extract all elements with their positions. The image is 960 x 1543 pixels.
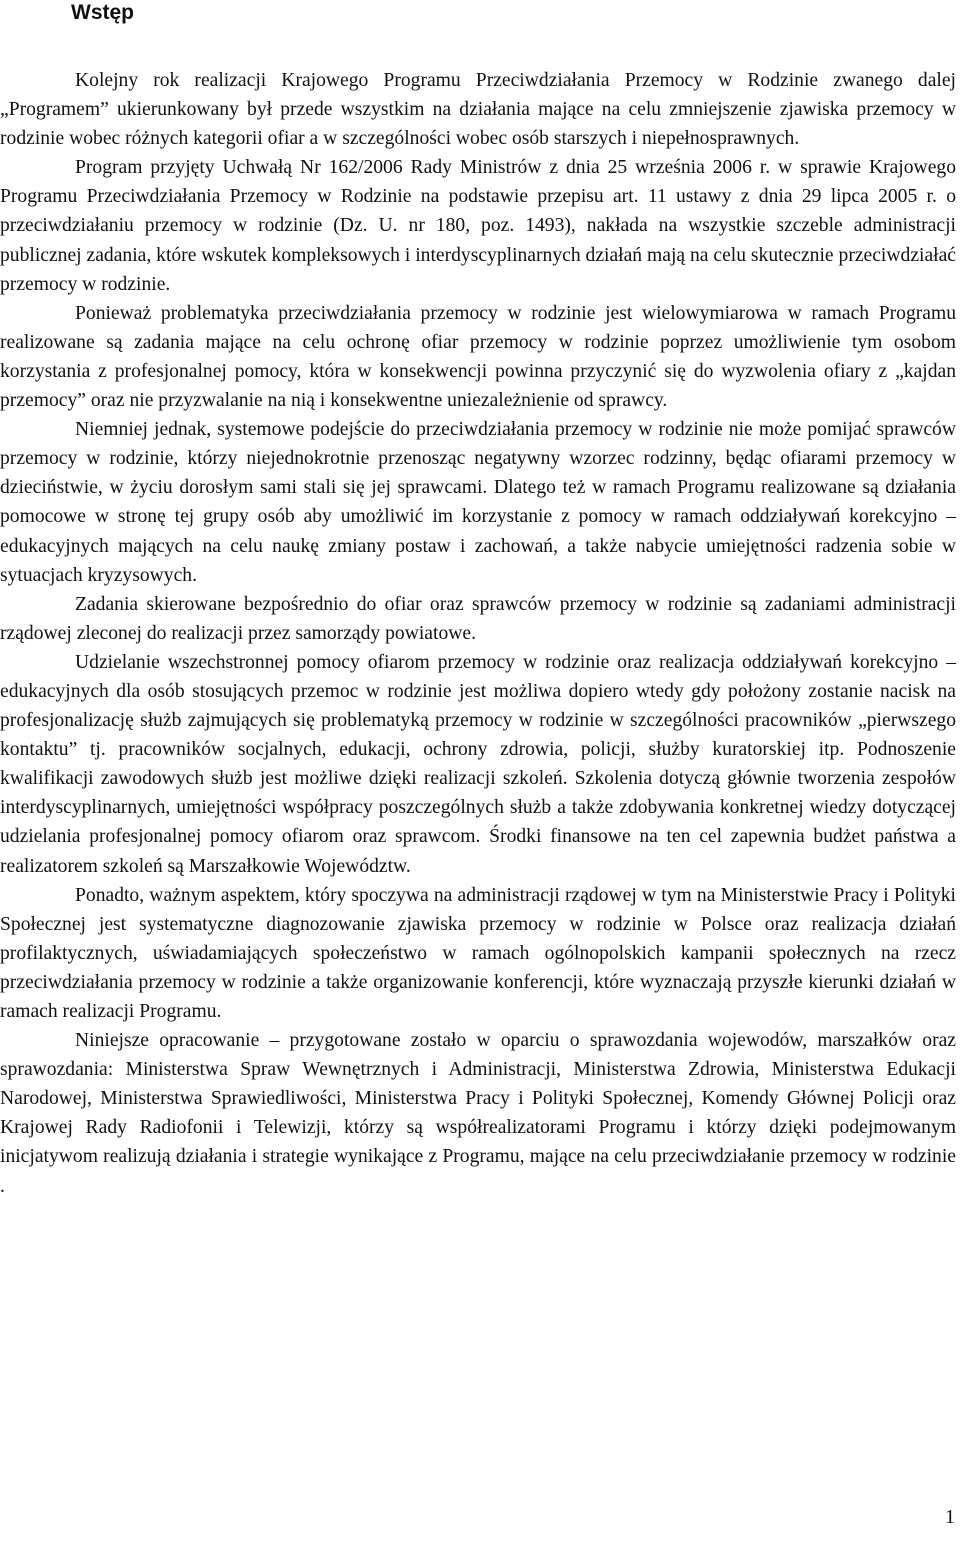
section-heading: Wstęp <box>71 1 134 24</box>
paragraph-5: Zadania skierowane bezpośrednio do ofiar oraz sprawców przemocy w rodzinie są zadaniami administracji rządowej zleconej do realizacji przez samorządy powiatowe. <box>0 593 956 644</box>
paragraph-1: Kolejny rok realizacji Krajowego Programu Przeciwdziałania Przemocy w Rodzinie zwanego dalej „Programem” ukierunkowany był przede wszystkim na działania mające na celu zmniejszenie zjawiska przemocy w rodzinie wobec różnych kategorii ofiar a w szczególności wobec osób starszych i niepełnosprawnych. <box>0 70 956 150</box>
paragraph-8: Niniejsze opracowanie – przygotowane zostało w oparciu o sprawozdania wojewodów, marszałków oraz sprawozdania: Ministerstwa Spraw Wewnętrznych i Administracji, Ministerstwa Zdrowia, Ministerstwa Edukacji Narodowej, Ministerstwa Sprawiedliwości, Ministerstwa Pracy i Polityki Społecznej, Komendy Głównej Policji oraz Krajowej Rady Radiofonii i Telewizji, którzy są współrealizatorami Programu i którzy dzięki podejmowanym inicjatywom realizują działania i strategie wynikające z Programu, mające na celu przeciwdziałanie przemocy w rodzinie . <box>0 1030 956 1197</box>
paragraph-2: Program przyjęty Uchwałą Nr 162/2006 Rady Ministrów z dnia 25 września 2006 r. w sprawie Krajowego Programu Przeciwdziałania Przemocy w Rodzinie na podstawie przepisu art. 11 ustawy z dnia 29 lipca 2005 r. o przeciwdziałaniu przemocy w rodzinie (Dz. U. nr 180, poz. 1493), nakłada na wszystkie szczeble administracji publicznej zadania, które wskutek kompleksowych i interdyscyplinarnych działań mają na celu skutecznie przeciwdziałać przemocy w rodzinie. <box>0 157 956 295</box>
paragraph-3: Ponieważ problematyka przeciwdziałania przemocy w rodzinie jest wielowymiarowa w ramach Programu realizowane są zadania mające na celu ochronę ofiar przemocy w rodzinie poprzez umożliwienie tym osobom korzystania z profesjonalnej pomocy, która w konsekwencji powinna przyczynić się do wyzwolenia ofiary z „kajdan przemocy” oraz nie przyzwalanie na nią i konsekwentne uniezależnienie od sprawcy. <box>0 302 956 412</box>
paragraph-7: Ponadto, ważnym aspektem, który spoczywa na administracji rządowej w tym na Ministerstwie Pracy i Polityki Społecznej jest systematyczne diagnozowanie zjawiska przemocy w rodzinie w Polsce oraz realizacja działań profilaktycznych, uświadamiających społeczeństwo w ramach ogólnopolskich kampanii społecznych na rzecz przeciwdziałania przemocy w rodzinie a także organizowanie konferencji, które wyznaczają przyszłe kierunki działań w ramach realizacji Programu. <box>0 884 956 1022</box>
document-body <box>0 66 956 1201</box>
page-number: 1 <box>945 1506 955 1528</box>
paragraph-6: Udzielanie wszechstronnej pomocy ofiarom przemocy w rodzinie oraz realizacja oddziaływań korekcyjno – edukacyjnych dla osób stosujących przemoc w rodzinie jest możliwa dopiero wtedy gdy położony zostanie nacisk na profesjonalizację służb zajmujących się problematyką przemocy w rodzinie w szczególności pracowników „pierwszego kontaktu” tj. pracowników socjalnych, edukacji, ochrony zdrowia, policji, służby kuratorskiej itp. Podnoszenie kwalifikacji zawodowych służb jest możliwe dzięki realizacji szkoleń. Szkolenia dotyczą głównie tworzenia zespołów interdyscyplinarnych, umiejętności współpracy poszczególnych służb a także zdobywania konkretnej wiedzy dotyczącej udzielania profesjonalnej pomocy ofiarom oraz sprawcom. Środki finansowe na ten cel zapewnia budżet państwa a realizatorem szkoleń są Marszałkowie Województw. <box>0 651 956 877</box>
paragraph-4: Niemniej jednak, systemowe podejście do przeciwdziałania przemocy w rodzinie nie może pomijać sprawców przemocy w rodzinie, którzy niejednokrotnie przenosząc negatywny wzorzec rodzinny, będąc ofiarami przemocy w dzieciństwie, w życiu dorosłym sami stali się jej sprawcami. Dlatego też w ramach Programu realizowane są działania pomocowe w stronę tej grupy osób aby umożliwić im korzystanie z pomocy w ramach oddziaływań korekcyjno – edukacyjnych mających na celu naukę zmiany postaw i zachowań, a także nabycie umiejętności radzenia sobie w sytuacjach kryzysowych. <box>0 419 956 586</box>
